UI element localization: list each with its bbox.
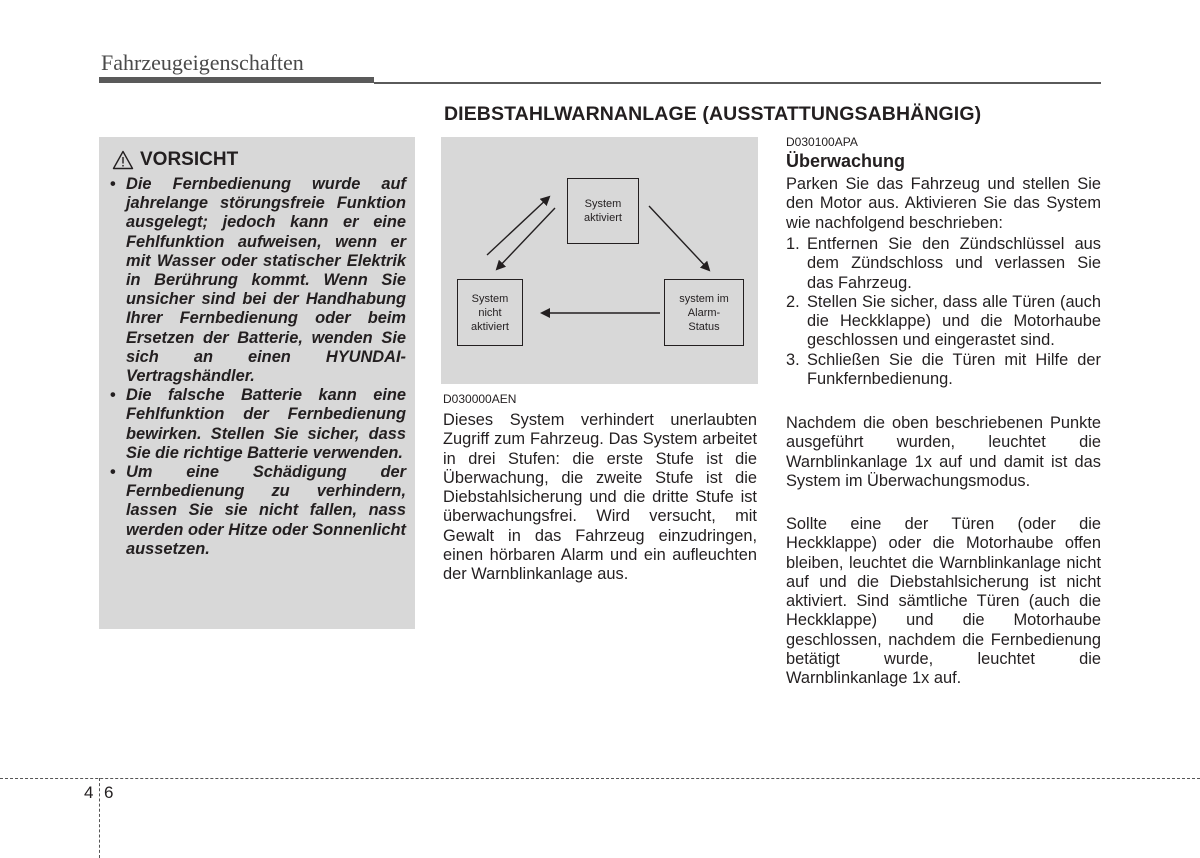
box-system-deactivated: System nicht aktiviert <box>457 279 523 346</box>
subheading: Überwachung <box>786 151 906 171</box>
diagram-arrows <box>441 137 758 384</box>
caution-item: • Um eine Schädigung der Fernbedienung zu verhindern, lassen Sie sie nicht fallen, nass werden oder Hitze oder Sonnenlicht aussetzen. <box>110 463 406 559</box>
chapter-number: 4 <box>84 783 94 802</box>
section-code: D030100APA <box>786 135 858 149</box>
footer-rule <box>0 778 1200 779</box>
page-heading: DIEBSTAHLWARNANLAGE (AUSSTATTUNGSABHÄNGIG) <box>444 103 982 125</box>
arrow-to-deactivated <box>497 208 555 269</box>
list-item: 3. Schließen Sie die Türen mit Hilfe der Funkfernbedienung. <box>786 350 1101 389</box>
box-system-activated: System aktiviert <box>567 178 639 244</box>
list-item: 2. Stellen Sie sicher, dass alle Türen (auch die Heckklappe) und die Motorhaube geschlossen und eingerastet sind. <box>786 292 1101 350</box>
intro-paragraph: Dieses System verhindert unerlaubten Zugriff zum Fahrzeug. Das System arbeitet in drei Stufen: die erste Stufe ist die Überwachung, die zweite Stufe ist die Diebstahlsicherung und die dritte Stufe ist überwachungsfrei. Wird versucht, mit Gewalt in das Fahrzeug einzudringen, einen hörbaren Alarm und ein aufleuchten der Warnblinkanlage aus. <box>443 411 757 584</box>
caution-list <box>110 175 406 559</box>
header-rule-thin <box>374 82 1101 84</box>
caution-item: • Die falsche Batterie kann eine Fehlfunktion der Fernbedienung bewirken. Stellen Sie sicher, dass Sie die richtige Batterie verwenden. <box>110 386 406 463</box>
caution-title <box>112 149 238 171</box>
caution-label: VORSICHT <box>140 149 239 170</box>
open-door-paragraph: Sollte eine der Türen (oder die Heckklappe) oder die Motorhaube offen bleiben, leuchtet die Warnblinkanlage nicht auf und die Diebstahlsicherung ist nicht aktiviert. Sind sämtliche Türen (auch die Heckklappe) und die Motorhaube geschlossen, nachdem die Fernbedienung betätigt wurde, leuchtet die Warnblinkanlage 1x auf. <box>786 515 1101 688</box>
after-steps-paragraph: Nachdem die oben beschriebenen Punkte ausgeführt wurden, leuchtet die Warnblinkanlage 1x auf und damit ist das System im Überwachungsmodus. <box>786 414 1101 490</box>
section-code: D030000AEN <box>443 392 517 406</box>
warning-triangle-icon <box>112 150 134 170</box>
list-item: 1. Entfernen Sie den Zündschlüssel aus dem Zündschloss und verlassen Sie das Fahrzeug. <box>786 235 1101 292</box>
box-system-alarm: system im Alarm- Status <box>664 279 744 346</box>
header-rule-thick <box>99 77 374 83</box>
steps-list <box>786 235 1101 389</box>
page-number: 6 <box>104 783 114 802</box>
caution-item: • Die Fernbedienung wurde auf jahrelange störungsfreie Funktion ausgelegt; jedoch kann er eine Fehlfunktion aufweisen, wenn er mit Wasser oder statischer Elektrik in Berührung kommt. Wenn Sie unsicher sind bei der Handhabung Ihrer Fernbedienung oder beim Ersetzen der Batterie, wenden Sie sich an einen HYUNDAI-Vertragshändler. <box>110 175 406 386</box>
arrow-to-alarm <box>649 206 709 270</box>
state-diagram <box>441 137 758 384</box>
footer-divider <box>99 778 100 858</box>
section-title: Fahrzeugeigenschaften <box>101 50 304 75</box>
monitoring-intro: Parken Sie das Fahrzeug und stellen Sie den Motor aus. Aktivieren Sie das System wie nachfolgend beschrieben: <box>786 175 1101 232</box>
